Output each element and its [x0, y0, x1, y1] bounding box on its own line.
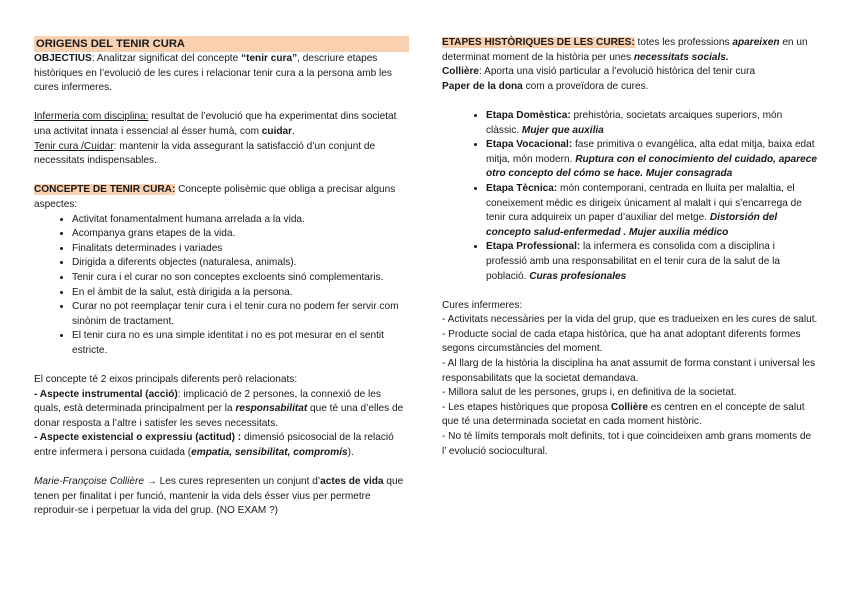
section-title-origens: ORIGENS DEL TENIR CURA [34, 36, 409, 52]
concepte-paragraph [34, 183, 409, 212]
stage-name: Etapa Domèstica: [486, 109, 571, 121]
etapes-emph-2: necessitats socials. [633, 51, 729, 63]
colliere-text: : Aporta una visió particular a l’evolució històrica del tenir cura [479, 66, 756, 78]
stage-name: Etapa Vocacional: [486, 139, 573, 151]
stage-domestica [486, 109, 818, 138]
infermeria-bold: cuidar [261, 125, 293, 137]
list-item: • En el àmbit de la salut, està dirigida a la persona. [72, 286, 409, 301]
colliere-paragraph [442, 65, 818, 94]
colliere-text: Les cures representen un conjunt d’ [159, 476, 321, 488]
objectius-text-c: , descriure etapes històriques en l’evolució de les cures i relacionar tenir cura a la persona amb les cures infermeres. [34, 53, 392, 94]
eixos-intro: El concepte té 2 eixos principals diferents però relacionats: [34, 374, 298, 386]
aspecte-instrumental [34, 388, 409, 432]
list-item: • Acompanya grans etapes de la vida. [72, 227, 409, 242]
colliere-quote [34, 475, 409, 519]
list-item: • Activitat fonamentalment humana arrelada a la vida. [72, 213, 409, 228]
aspecte-instrumental-label: - Aspecte instrumental (acció) [34, 388, 178, 400]
concepte-label: CONCEPTE DE TENIR CURA: [34, 184, 176, 196]
colliere-bold: actes de vida [320, 476, 384, 488]
etapes-text-a: totes les professions [634, 37, 733, 48]
objectius-term: “tenir cura” [241, 53, 298, 64]
cures-text: es centren en el concepte de salut que té una determinada societat en cada moment històric. [442, 401, 805, 428]
cures-item-colliere [442, 401, 818, 430]
aspects-list [34, 213, 409, 359]
list-item: • Tenir cura i el curar no son conceptes excloents sinó complementaris. [72, 271, 409, 286]
aspecte-existencial-text: dimensió psicosocial de la relació entre infermera i persona cuidada ( [34, 432, 394, 459]
concepte-text: Concepte polisèmic que obliga a precisar alguns aspectes: [34, 184, 396, 210]
list-item: • El tenir cura no es una simple identitat i no es pot mesurar en el sentit estricte. [72, 329, 409, 358]
tenir-cura-text: : mantenir la vida assegurant la satisfacció d’un conjunt de necessitats indispensables. [34, 140, 376, 167]
objectius-label: OBJECTIUS [34, 53, 92, 64]
objectius-text-a: : Analitzar significat del concepte [91, 53, 242, 64]
stage-name: Etapa Professional: [486, 241, 581, 253]
cures-item: - No té límits temporals molt definits, tot i que coincideixen amb grans moments de l’ evolució sociocultural. [442, 431, 812, 457]
infermeria-label: Infermeria com disciplina: [34, 111, 149, 123]
etapes-text-b: en un determinat moment de la història per unes [442, 37, 808, 63]
cures-text: - Les etapes històriques que proposa [442, 401, 611, 413]
etapes-emph-1: apareixen [732, 37, 780, 48]
infermeria-text: resultat de l’evolució que ha experimentat dins societat una activitat innata i essencial al ésser humà, com [34, 111, 397, 137]
stage-summary: Ruptura con el conocimiento del cuidado, aparece otro concepto del cómo se hace. Mujer consagrada [486, 153, 817, 180]
cures-item: - Activitats necessàries per la vida del grup, que es tradueixen en les cures de salut. [442, 314, 818, 326]
stage-text: la infermera es consolida com a disciplina i professió amb una responsabilitat en el tenir cura de la salut de la població. [486, 241, 781, 282]
stage-text: fase primitiva o evangèlica, alta edat mitja, baixa edat mitja, món modern. [486, 139, 815, 165]
aspecte-existencial [34, 431, 409, 460]
colliere-label: Collière [442, 66, 480, 78]
cures-bold: Collière [610, 401, 648, 413]
colliere-author: Marie-Françoise Collière → [34, 476, 160, 488]
etapes-label: ETAPES HISTÒRIQUES DE LES CURES: [442, 37, 635, 48]
left-column [34, 36, 409, 519]
stage-summary: Distorsión del concepto salud-enfermedad . Mujer auxilia médico [486, 212, 778, 238]
cures-item: - Producte social de cada etapa històrica, que ha anat adoptant diferents formes segons circumstàncies del moment. [442, 328, 801, 355]
tenir-cura-paragraph [34, 140, 409, 169]
aspecte-instrumental-text: : implicació de 2 persones, la connexió de les quals, està determinada principalment per la [34, 388, 381, 415]
list-item: • Finalitats determinades i variades [72, 242, 409, 257]
stage-summary: Curas profesionales [529, 270, 627, 282]
colliere-text-2: que tenen per finalitat i per funció, mantenir la vida dels ésser vius per permetre reproduir-se i perpetuar la vida del grup. (NO EXAM ?) [34, 476, 404, 517]
aspecte-existencial-emph: empatia, sensibilitat, compromís [191, 447, 348, 459]
infermeria-paragraph [34, 110, 409, 139]
stage-text: prehistòria, societats arcaiques superiors, món clàssic. [486, 109, 783, 136]
cures-title: Cures infermeres: [442, 299, 523, 311]
tenir-cura-label: Tenir cura /Cuidar [34, 140, 114, 152]
list-item: • Dirigida a diferents objectes (naturalesa, animals). [72, 256, 409, 271]
stages-list [442, 109, 818, 284]
stage-text: món contemporani, centrada en lluita per malaltia, el coneixement mèdic es dirigeix únicament al malalt i qui s’encarrega de tenir cura adquireix un paper d’auxiliar del metge. [486, 182, 802, 224]
stage-professional [486, 240, 818, 284]
aspecte-existencial-label: - Aspecte existencial o expressiu (actitud) : [34, 432, 242, 444]
list-item: • Curar no pot reemplaçar tenir cura i el tenir cura no podem fer servir com sinònim de tractament. [72, 300, 409, 329]
etapes-paragraph [442, 36, 818, 65]
paper-label: Paper de la dona [442, 80, 523, 92]
stage-summary: Mujer que auxilia [521, 124, 604, 136]
right-column [442, 36, 818, 459]
paper-text: com a proveïdora de cures. [522, 80, 649, 92]
cures-item: - Millora salut de les persones, grups i, en definitiva de la societat. [442, 387, 737, 399]
aspecte-instrumental-end: que té una d’elles de donar resposta a l’altre i satisfer les seves necessitats. [34, 403, 404, 429]
objectius-paragraph [34, 52, 409, 96]
aspecte-instrumental-emph: responsabilitat [235, 403, 308, 415]
aspecte-existencial-end: ). [347, 447, 354, 459]
infermeria-end: . [292, 125, 295, 137]
cures-item: - Al llarg de la història la disciplina ha anat assumit de forma constant i universal les responsabilitats que la societat demandava. [442, 358, 816, 384]
stage-tecnica [486, 182, 818, 240]
stage-vocacional [486, 138, 818, 182]
stage-name: Etapa Tècnica: [486, 182, 558, 194]
